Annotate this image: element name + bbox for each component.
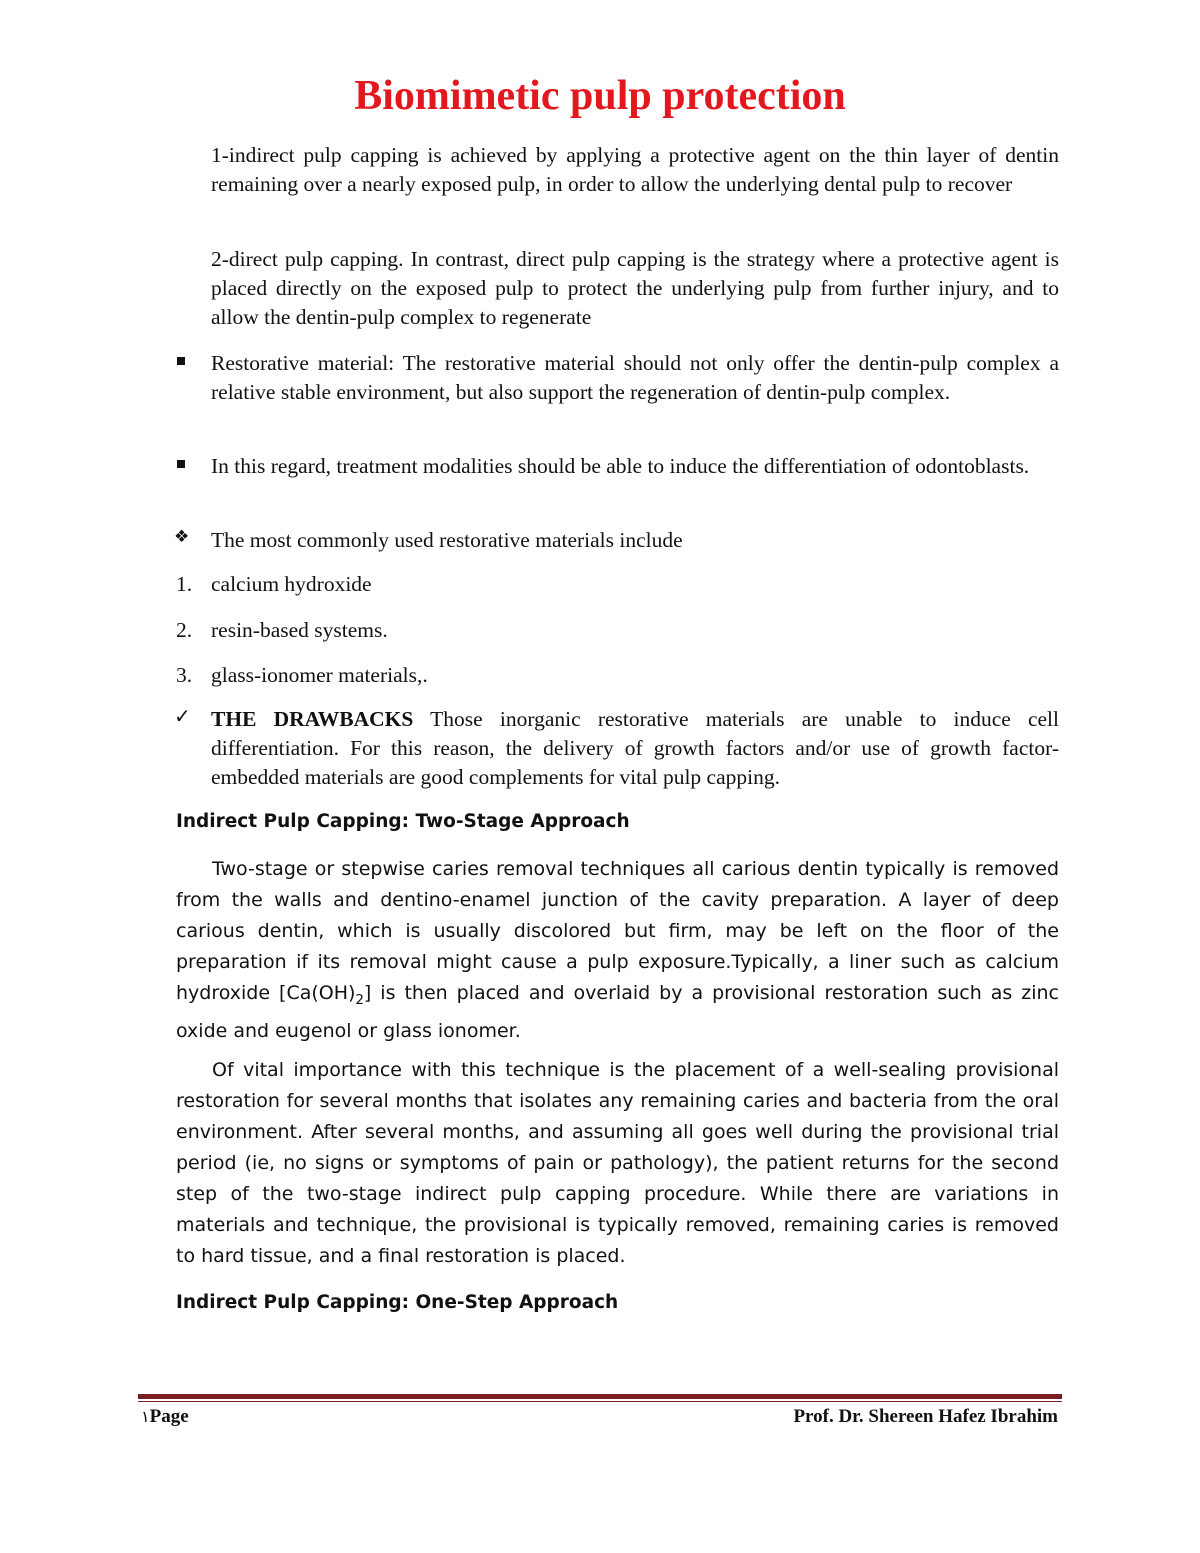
- drawbacks-paragraph: [211, 705, 1059, 792]
- list-number: 2.: [176, 618, 193, 642]
- two-stage-paragraph-1: Two-stage or stepwise caries removal techniques all carious dentin typically is removed from the walls and dentino-enamel junction of the cavity preparation. A layer of deep carious dentin, which is usually discolored but firm, may be left on the floor of the preparation if its removal might cause a pulp exposure.Typically, a liner such as calcium hydroxide $[Ca(OH)_2]$ is then placed and overlaid by a provisional restoration such as zinc oxide and eugenol or glass ionomer.: [176, 858, 1060, 1042]
- drawbacks-label: THE DRAWBACKS: [211, 707, 414, 731]
- page-title: Biomimetic pulp protection: [354, 73, 846, 119]
- page-label: Page: [149, 1406, 189, 1427]
- footer-author: Prof. Dr. Shereen Hafez Ibrahim: [793, 1406, 1058, 1427]
- list-item-calcium-hydroxide: calcium hydroxide: [211, 572, 372, 596]
- footer-divider: [138, 1394, 1062, 1399]
- page-number: ١: [141, 1409, 150, 1426]
- footer-page: [141, 1406, 189, 1428]
- two-stage-paragraph-2: Of vital importance with this technique is the placement of a well-sealing provisional restoration for several months that isolates any remaining caries and bacteria from the oral environment. After several months, and assuming all goes well during the provisional trial period (ie, no signs or symptoms of pain or pathology), the patient returns for the second step of the two-stage indirect pulp capping procedure. While there are variations in materials and technique, the provisional is typically removed, remaining caries is removed to hard tissue, and a final restoration is placed.: [176, 1059, 1059, 1267]
- intro-paragraph-indirect: 1-indirect pulp capping is achieved by applying a protective agent on the thin layer of dentin remaining over a nearly exposed pulp, in order to allow the underlying dental pulp to recover: [211, 143, 1059, 196]
- checkmark-icon: ✓: [174, 704, 191, 728]
- diamond-bullet-icon: ❖: [174, 527, 190, 547]
- list-number: 1.: [176, 572, 193, 596]
- square-bullet-icon: [177, 357, 185, 365]
- intro-paragraph-direct: 2-direct pulp capping. In contrast, direct pulp capping is the strategy where a protective agent is placed directly on the exposed pulp to protect the underlying pulp from further injury, and to allow the dentin-pulp complex to regenerate: [211, 247, 1059, 329]
- list-item-resin-based: resin-based systems.: [211, 618, 388, 642]
- list-item-glass-ionomer: glass-ionomer materials,.: [211, 663, 428, 687]
- footer-divider-thin: [138, 1401, 1062, 1402]
- section-heading-one-step: Indirect Pulp Capping: One-Step Approach: [176, 1292, 619, 1313]
- restorative-materials-intro: The most commonly used restorative materials include: [211, 528, 683, 552]
- section-heading-two-stage: Indirect Pulp Capping: Two-Stage Approach: [176, 811, 630, 832]
- square-bullet-icon: [177, 460, 185, 468]
- list-number: 3.: [176, 663, 193, 687]
- drawbacks-text: Those inorganic restorative materials are unable to induce cell differentiation. For this reason, the delivery of growth factors and/or use of growth factor-embedded materials are good complements for vital pulp capping.: [211, 707, 1060, 789]
- bullet-treatment-modalities: In this regard, treatment modalities should be able to induce the differentiation of odontoblasts.: [211, 454, 1030, 478]
- bullet-restorative-material: Restorative material: The restorative material should not only offer the dentin-pulp complex a relative stable environment, but also support the regeneration of dentin-pulp complex.: [211, 351, 1059, 404]
